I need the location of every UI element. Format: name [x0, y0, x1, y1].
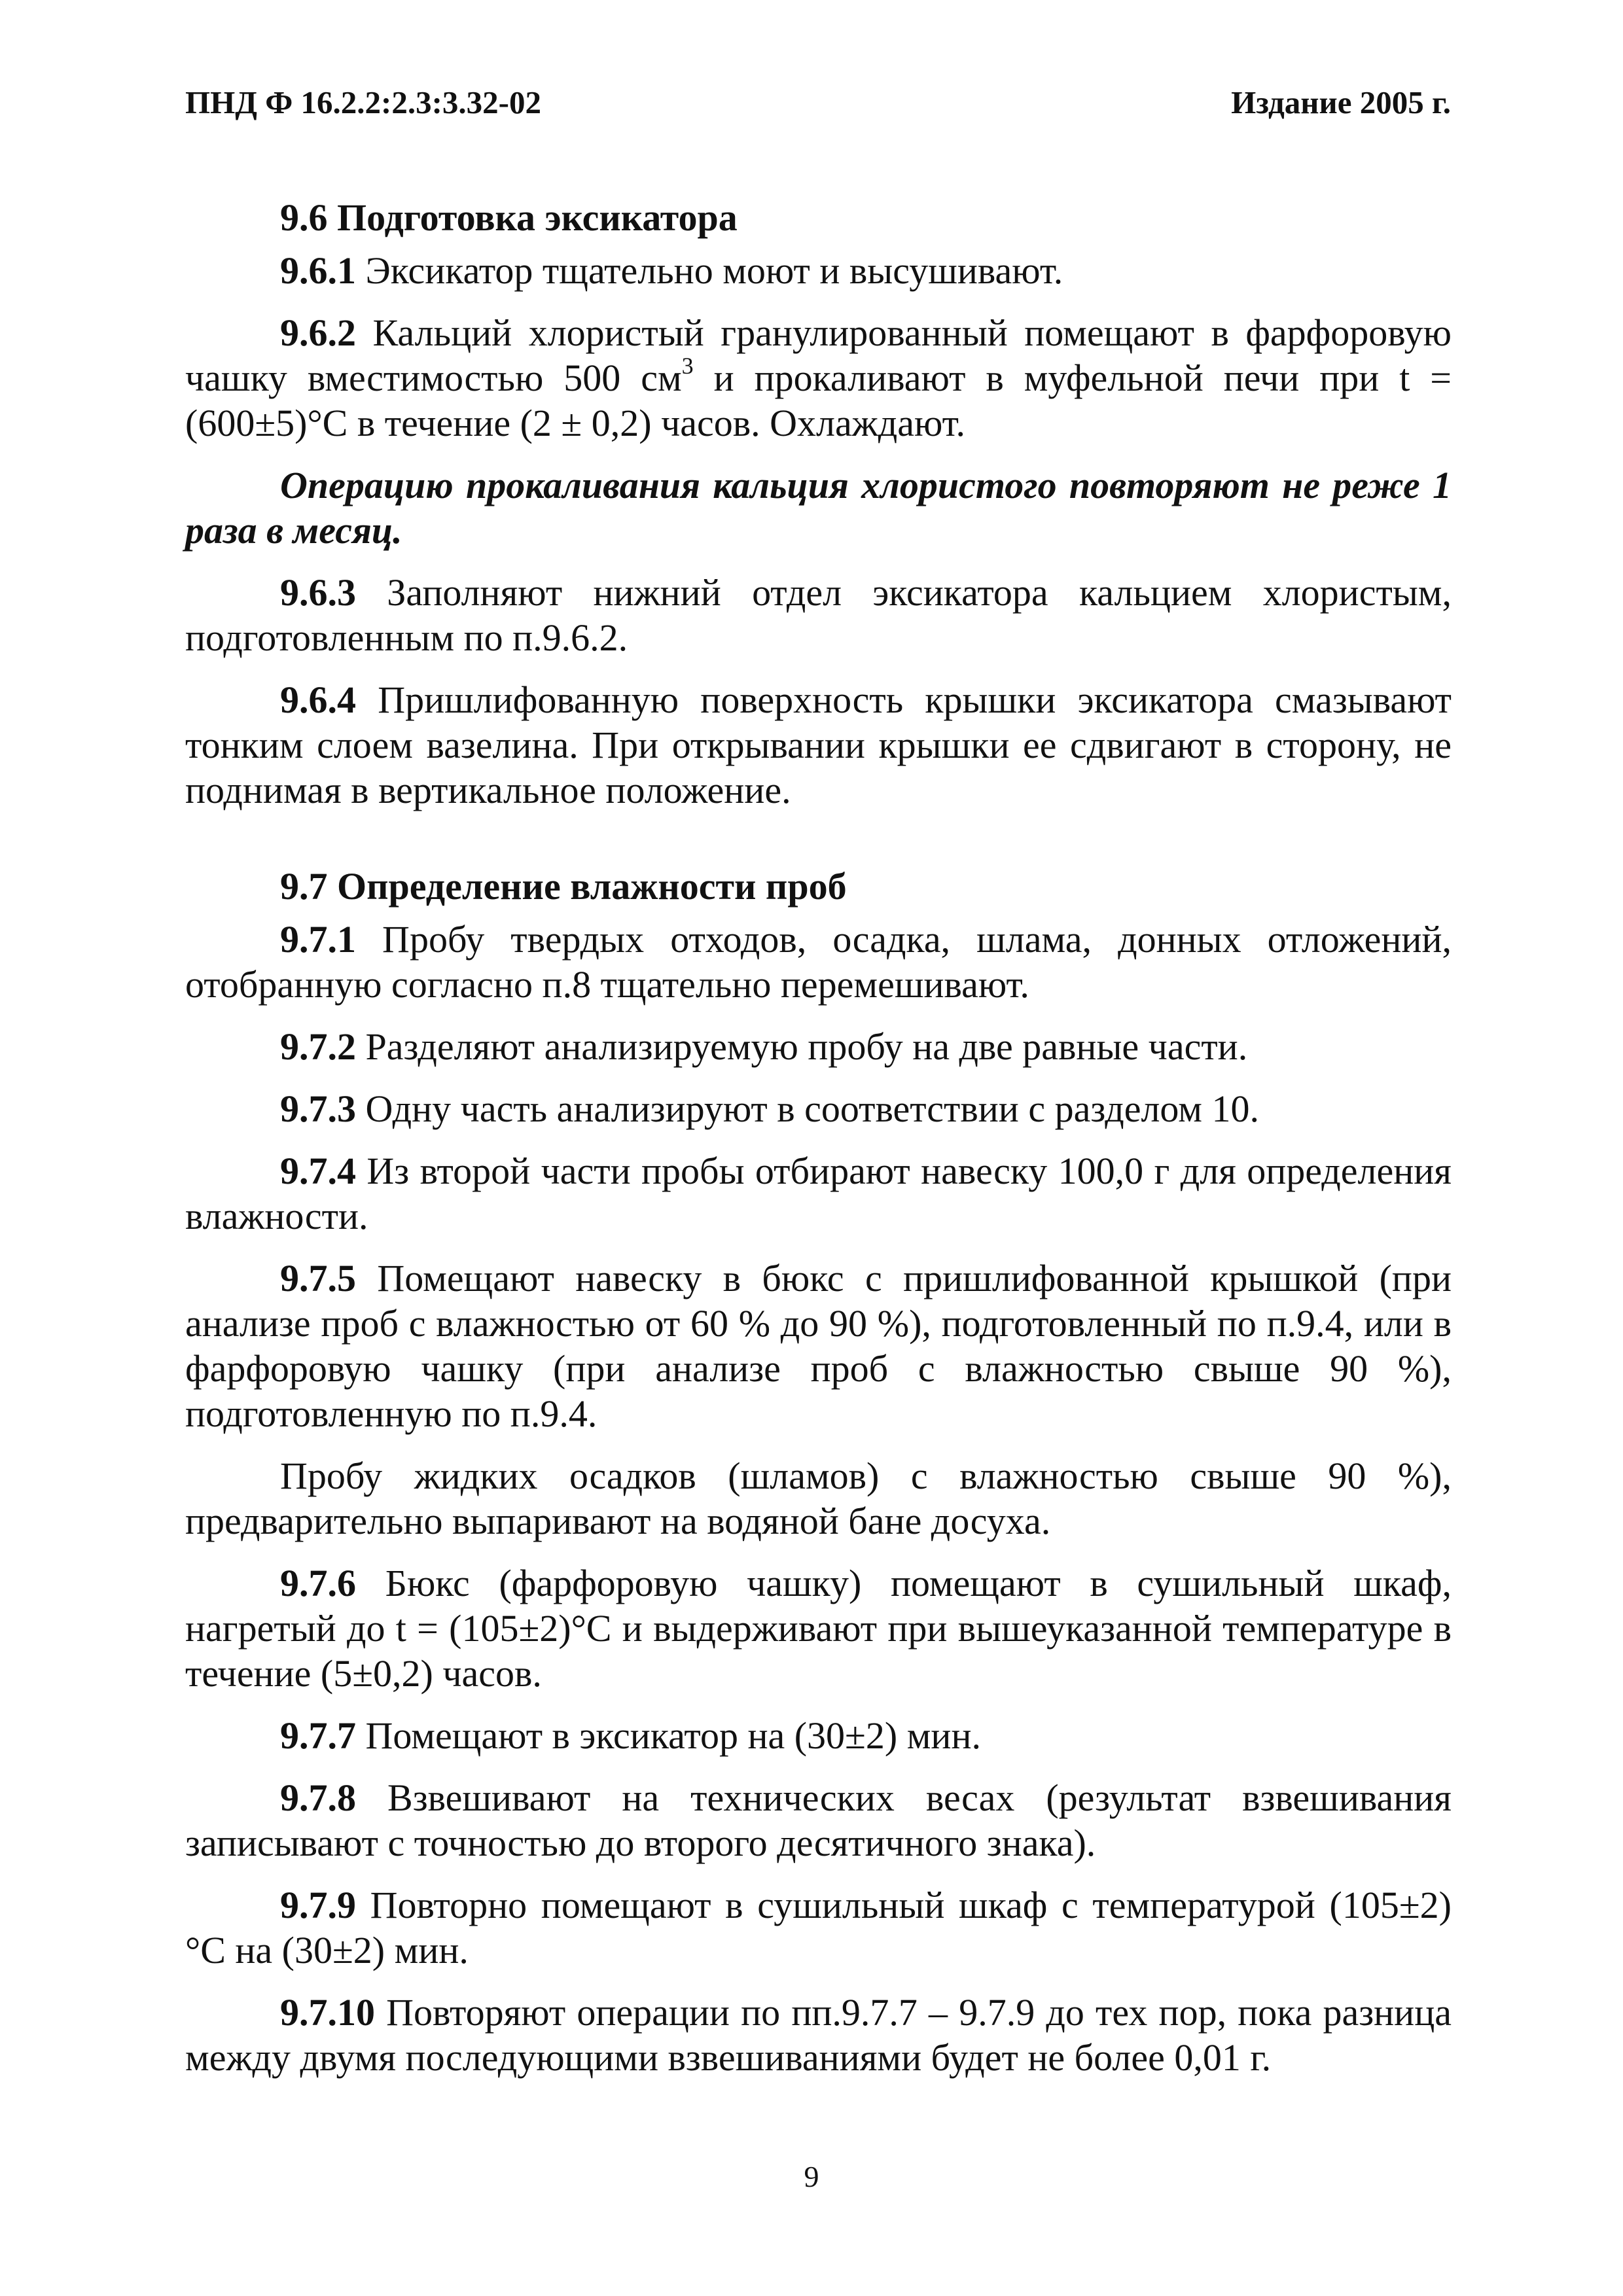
paragraph-9-7-3: [185, 1086, 1452, 1131]
document-code: ПНД Ф 16.2.2:2.3:3.32-02: [185, 84, 541, 120]
clause-number: 9.7.9: [280, 1884, 356, 1926]
clause-text: Заполняют нижний отдел эксикатора кальцием хлористым, подготовленным по п.9.6.2.: [185, 571, 1452, 659]
paragraph-9-7-6: [185, 1561, 1452, 1696]
paragraph-9-7-4: [185, 1148, 1452, 1239]
section-heading-9-6: 9.6 Подготовка эксикатора: [280, 196, 738, 239]
paragraph-9-7-1: [185, 917, 1452, 1007]
superscript: 3: [681, 353, 694, 379]
clause-number: 9.7.6: [280, 1562, 356, 1604]
clause-text: Помещают в эксикатор на (30±2) мин.: [356, 1714, 981, 1757]
clause-text: Повторяют операции по пп.9.7.7 – 9.7.9 до тех пор, пока разница между двумя последующими взвешиваниями будет не более 0,01 г.: [185, 1991, 1452, 2079]
clause-text: Пробу твердых отходов, осадка, шлама, донных отложений, отобранную согласно п.8 тщательно перемешивают.: [185, 918, 1452, 1006]
paragraph-9-7-5: [185, 1256, 1452, 1436]
paragraph-9-7-8: [185, 1775, 1452, 1865]
clause-text: Повторно помещают в сушильный шкаф с температурой (105±2)°С на (30±2) мин.: [185, 1884, 1452, 1971]
clause-text-continued: и прокаливают в муфельной печи при t = (600±5)°С в течение (2 ± 0,2) часов. Охлаждают.: [185, 357, 1452, 444]
clause-number: 9.7.8: [280, 1776, 356, 1819]
clause-number: 9.7.1: [280, 918, 356, 961]
clause-number: 9.6.3: [280, 571, 356, 614]
clause-number: 9.6.1: [280, 249, 356, 292]
paragraph-9-7-10: [185, 1990, 1452, 2080]
clause-number: 9.7.2: [280, 1025, 356, 1068]
clause-number: 9.6.4: [280, 679, 356, 721]
clause-number: 9.7.5: [280, 1257, 356, 1299]
page-number: 9: [804, 2160, 819, 2193]
clause-text: Бюкс (фарфоровую чашку) помещают в сушильный шкаф, нагретый до t = (105±2)°С и выдерживают при вышеуказанной температуре в течение (5±0,2) часов.: [185, 1562, 1452, 1695]
clause-text: Эксикатор тщательно моют и высушивают.: [356, 249, 1063, 292]
paragraph-9-6-2: [185, 310, 1452, 446]
clause-text: Кальций хлористый гранулированный помещают в фарфоровую чашку вместимостью 500 см: [185, 311, 1452, 399]
paragraph-9-7-7: [185, 1713, 1452, 1758]
edition-label: Издание 2005 г.: [1231, 84, 1451, 120]
calcination-note: Операцию прокаливания кальция хлористого повторяют не реже 1 раза в месяц.: [185, 464, 1452, 552]
paragraph-9-7-9: [185, 1882, 1452, 1973]
paragraph-9-7-2: [185, 1024, 1452, 1069]
clause-number: 9.6.2: [280, 311, 356, 354]
clause-text: Одну часть анализируют в соответствии с разделом 10.: [356, 1087, 1259, 1130]
clause-number: 9.7.7: [280, 1714, 356, 1757]
paragraph-9-6-1: [185, 248, 1452, 293]
paragraph-9-6-4: [185, 677, 1452, 813]
section-heading-9-7: 9.7 Определение влажности проб: [280, 865, 847, 908]
clause-text: Взвешивают на технических весах (результат взвешивания записывают с точностью до второго десятичного знака).: [185, 1776, 1452, 1864]
page-header: [185, 84, 1451, 136]
clause-number: 9.7.4: [280, 1150, 356, 1192]
clause-number: 9.7.3: [280, 1087, 356, 1130]
clause-text: Разделяют анализируемую пробу на две равные части.: [356, 1025, 1248, 1068]
clause-number: 9.7.10: [280, 1991, 375, 2034]
paragraph-9-7-5-continued: Пробу жидких осадков (шламов) с влажностью свыше 90 %), предварительно выпаривают на водяной бане досуха.: [185, 1455, 1452, 1542]
document-body: [185, 195, 1452, 2097]
clause-text: Помещают навеску в бюкс с пришлифованной крышкой (при анализе проб с влажностью от 60 % до 90 %), подготовленный по п.9.4, или в фарфоровую чашку (при анализе проб с влажностью свыше 90 %), подготовленную по п.9.4.: [185, 1257, 1452, 1435]
paragraph-9-6-3: [185, 570, 1452, 660]
clause-text: Из второй части пробы отбирают навеску 100,0 г для определения влажности.: [185, 1150, 1452, 1237]
clause-text: Пришлифованную поверхность крышки эксикатора смазывают тонким слоем вазелина. При открывании крышки ее сдвигают в сторону, не поднимая в вертикальное положение.: [185, 679, 1452, 811]
